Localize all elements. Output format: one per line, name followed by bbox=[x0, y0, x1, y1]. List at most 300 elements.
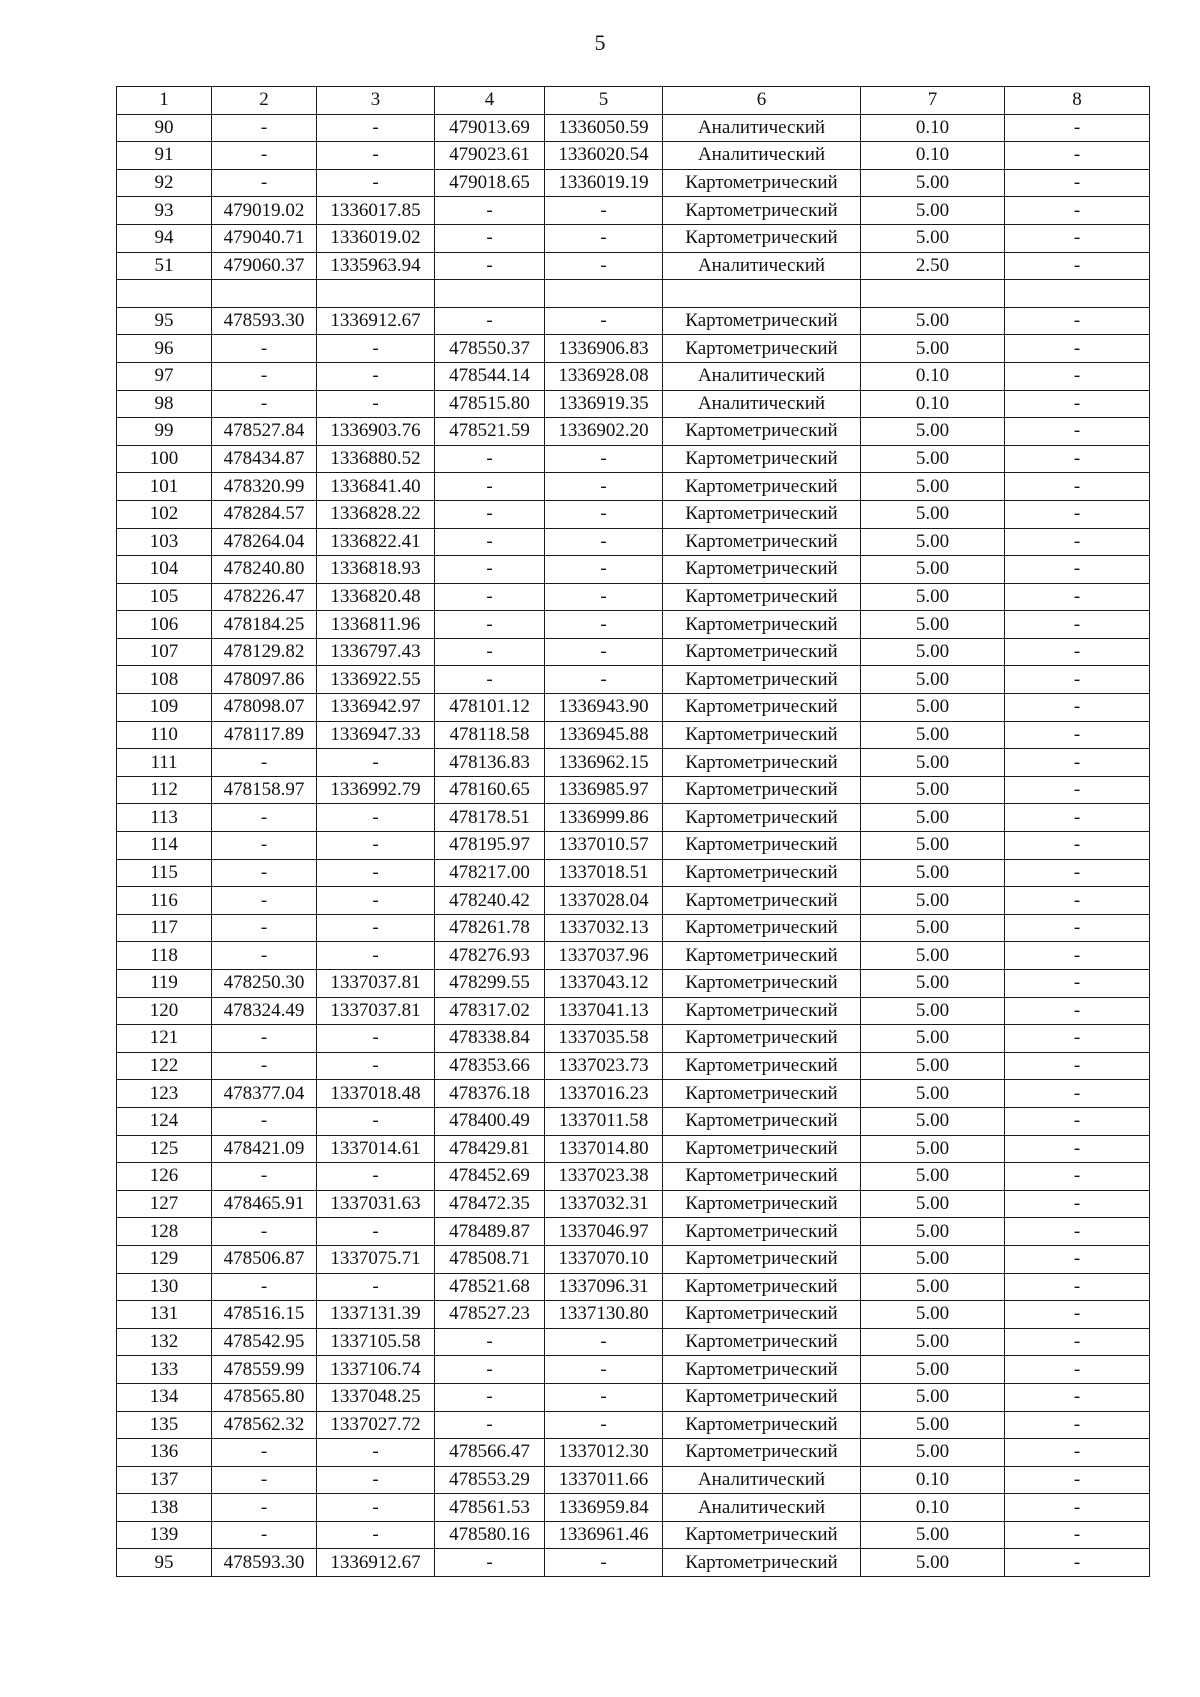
table-cell: 123 bbox=[117, 1080, 212, 1108]
table-cell: - bbox=[435, 528, 545, 556]
table-cell: - bbox=[212, 1466, 317, 1494]
table-cell: - bbox=[545, 307, 663, 335]
table-row bbox=[117, 721, 1150, 749]
table-cell: Картометрический bbox=[663, 1549, 861, 1577]
table-cell: - bbox=[212, 335, 317, 363]
table-cell: 1337032.13 bbox=[545, 914, 663, 942]
table-cell: - bbox=[1005, 749, 1150, 777]
table-cell: Картометрический bbox=[663, 997, 861, 1025]
table-row bbox=[117, 887, 1150, 915]
table-cell: Картометрический bbox=[663, 970, 861, 998]
table-cell: 5.00 bbox=[861, 1107, 1005, 1135]
table-cell: 1336992.79 bbox=[317, 776, 435, 804]
table-cell: 116 bbox=[117, 887, 212, 915]
table-cell: - bbox=[317, 1273, 435, 1301]
table-cell: - bbox=[1005, 666, 1150, 694]
table-cell: 1336050.59 bbox=[545, 114, 663, 142]
table-cell: Картометрический bbox=[663, 776, 861, 804]
table-cell: 1337041.13 bbox=[545, 997, 663, 1025]
table-cell: 1336922.55 bbox=[317, 666, 435, 694]
table-cell: - bbox=[1005, 1163, 1150, 1191]
table-cell: 1337014.61 bbox=[317, 1135, 435, 1163]
table-cell: 125 bbox=[117, 1135, 212, 1163]
table-cell: - bbox=[435, 638, 545, 666]
table-cell: 1337105.58 bbox=[317, 1328, 435, 1356]
table-cell: - bbox=[212, 1107, 317, 1135]
table-cell: 5.00 bbox=[861, 1273, 1005, 1301]
table-cell: Картометрический bbox=[663, 500, 861, 528]
table-cell: 478452.69 bbox=[435, 1163, 545, 1191]
table-cell: - bbox=[545, 1549, 663, 1577]
table-cell: - bbox=[1005, 114, 1150, 142]
table-cell: 478566.47 bbox=[435, 1439, 545, 1467]
table-cell: 5.00 bbox=[861, 1190, 1005, 1218]
column-header: 6 bbox=[663, 87, 861, 115]
table-cell: Картометрический bbox=[663, 224, 861, 252]
table-cell: 478521.68 bbox=[435, 1273, 545, 1301]
table-cell: 96 bbox=[117, 335, 212, 363]
table-cell: 119 bbox=[117, 970, 212, 998]
table-cell: 478472.35 bbox=[435, 1190, 545, 1218]
table-row bbox=[117, 1383, 1150, 1411]
table-cell: 478400.49 bbox=[435, 1107, 545, 1135]
table-cell: - bbox=[545, 528, 663, 556]
table-cell: 5.00 bbox=[861, 335, 1005, 363]
table-cell: 479019.02 bbox=[212, 197, 317, 225]
table-cell: 0.10 bbox=[861, 114, 1005, 142]
table-cell: 478129.82 bbox=[212, 638, 317, 666]
table-cell: - bbox=[317, 1107, 435, 1135]
table-cell: 1336902.20 bbox=[545, 418, 663, 446]
table-cell: 478184.25 bbox=[212, 611, 317, 639]
table-cell bbox=[545, 280, 663, 308]
table-row bbox=[117, 114, 1150, 142]
table-cell: 478101.12 bbox=[435, 694, 545, 722]
table-cell: - bbox=[212, 142, 317, 170]
table-cell: 1337012.30 bbox=[545, 1439, 663, 1467]
page-number: 5 bbox=[594, 30, 606, 55]
table-cell: 478489.87 bbox=[435, 1218, 545, 1246]
table-row bbox=[117, 583, 1150, 611]
table-cell: 5.00 bbox=[861, 914, 1005, 942]
table-cell: 1336947.33 bbox=[317, 721, 435, 749]
table-cell: 137 bbox=[117, 1466, 212, 1494]
table-cell: Картометрический bbox=[663, 335, 861, 363]
table-cell: 5.00 bbox=[861, 859, 1005, 887]
table-cell: 479013.69 bbox=[435, 114, 545, 142]
table-cell: - bbox=[1005, 970, 1150, 998]
table-cell: - bbox=[435, 445, 545, 473]
table-cell: 138 bbox=[117, 1494, 212, 1522]
table-cell: 5.00 bbox=[861, 224, 1005, 252]
table-cell: 1337010.57 bbox=[545, 832, 663, 860]
table-cell: 478284.57 bbox=[212, 500, 317, 528]
table-cell: - bbox=[317, 914, 435, 942]
table-cell: Картометрический bbox=[663, 749, 861, 777]
table-cell: 478516.15 bbox=[212, 1301, 317, 1329]
table-cell: 1336019.02 bbox=[317, 224, 435, 252]
table-cell: 1335963.94 bbox=[317, 252, 435, 280]
table-cell: 478376.18 bbox=[435, 1080, 545, 1108]
table-cell: 113 bbox=[117, 804, 212, 832]
table-cell: 1337018.51 bbox=[545, 859, 663, 887]
table-cell: - bbox=[1005, 1411, 1150, 1439]
table-cell: - bbox=[212, 749, 317, 777]
table-cell: 127 bbox=[117, 1190, 212, 1218]
table-cell: 5.00 bbox=[861, 1218, 1005, 1246]
table-cell: 478217.00 bbox=[435, 859, 545, 887]
table-cell: - bbox=[1005, 197, 1150, 225]
table-cell: 478434.87 bbox=[212, 445, 317, 473]
table-cell: 1336822.41 bbox=[317, 528, 435, 556]
table-cell: Картометрический bbox=[663, 1383, 861, 1411]
table-cell: 1336962.15 bbox=[545, 749, 663, 777]
table-cell: 120 bbox=[117, 997, 212, 1025]
table-cell: - bbox=[212, 1273, 317, 1301]
table-cell: - bbox=[1005, 445, 1150, 473]
table-cell: 105 bbox=[117, 583, 212, 611]
table-cell: 1337014.80 bbox=[545, 1135, 663, 1163]
table-cell: Картометрический bbox=[663, 721, 861, 749]
table-cell: 94 bbox=[117, 224, 212, 252]
table-row bbox=[117, 1411, 1150, 1439]
table-cell: 478593.30 bbox=[212, 307, 317, 335]
table-cell: 5.00 bbox=[861, 1025, 1005, 1053]
table-cell: - bbox=[1005, 528, 1150, 556]
table-cell: 5.00 bbox=[861, 638, 1005, 666]
table-cell: 130 bbox=[117, 1273, 212, 1301]
table-row bbox=[117, 638, 1150, 666]
table-cell: 478553.29 bbox=[435, 1466, 545, 1494]
table-cell: 5.00 bbox=[861, 583, 1005, 611]
table-cell: - bbox=[1005, 307, 1150, 335]
table-cell: 1336818.93 bbox=[317, 556, 435, 584]
table-cell: - bbox=[1005, 1025, 1150, 1053]
table-cell: Картометрический bbox=[663, 1411, 861, 1439]
table-row bbox=[117, 1163, 1150, 1191]
table-cell: - bbox=[317, 1439, 435, 1467]
table-cell: 107 bbox=[117, 638, 212, 666]
table-cell: - bbox=[1005, 997, 1150, 1025]
table-cell: - bbox=[435, 473, 545, 501]
table-cell: - bbox=[1005, 1466, 1150, 1494]
column-header: 4 bbox=[435, 87, 545, 115]
table-row bbox=[117, 1439, 1150, 1467]
table-cell: 5.00 bbox=[861, 307, 1005, 335]
table-cell: - bbox=[435, 1383, 545, 1411]
table-cell: - bbox=[545, 500, 663, 528]
table-cell: - bbox=[317, 887, 435, 915]
table-row bbox=[117, 1301, 1150, 1329]
table-cell: - bbox=[545, 224, 663, 252]
table-cell: 478160.65 bbox=[435, 776, 545, 804]
table-cell: - bbox=[1005, 252, 1150, 280]
table-cell: 93 bbox=[117, 197, 212, 225]
table-row bbox=[117, 500, 1150, 528]
table-cell: 478098.07 bbox=[212, 694, 317, 722]
table-cell: 1337011.58 bbox=[545, 1107, 663, 1135]
table-cell: - bbox=[317, 1494, 435, 1522]
table-cell: Картометрический bbox=[663, 1107, 861, 1135]
table-cell bbox=[1005, 280, 1150, 308]
table-cell: 98 bbox=[117, 390, 212, 418]
table-cell: - bbox=[317, 335, 435, 363]
table-cell: Картометрический bbox=[663, 307, 861, 335]
table-cell: Картометрический bbox=[663, 914, 861, 942]
table-cell: 1337096.31 bbox=[545, 1273, 663, 1301]
table-cell: 1337037.96 bbox=[545, 942, 663, 970]
table-cell: 478527.23 bbox=[435, 1301, 545, 1329]
table-cell: Картометрический bbox=[663, 611, 861, 639]
table-cell: - bbox=[435, 1411, 545, 1439]
table-cell: 0.10 bbox=[861, 1466, 1005, 1494]
table-cell: 479060.37 bbox=[212, 252, 317, 280]
table-cell: 478580.16 bbox=[435, 1521, 545, 1549]
table-cell: 51 bbox=[117, 252, 212, 280]
table-cell: Картометрический bbox=[663, 638, 861, 666]
table-cell: 478521.59 bbox=[435, 418, 545, 446]
table-cell: 5.00 bbox=[861, 473, 1005, 501]
column-header: 7 bbox=[861, 87, 1005, 115]
table-cell: - bbox=[1005, 721, 1150, 749]
table-cell: 1337018.48 bbox=[317, 1080, 435, 1108]
table-cell: - bbox=[1005, 169, 1150, 197]
table-row bbox=[117, 1080, 1150, 1108]
table-cell: 112 bbox=[117, 776, 212, 804]
table-cell: - bbox=[212, 169, 317, 197]
table-row bbox=[117, 804, 1150, 832]
table-cell: Аналитический bbox=[663, 252, 861, 280]
table-header-row bbox=[117, 87, 1150, 115]
table-cell: - bbox=[212, 804, 317, 832]
table-cell: 1337027.72 bbox=[317, 1411, 435, 1439]
table-cell: - bbox=[1005, 142, 1150, 170]
table-cell: 478429.81 bbox=[435, 1135, 545, 1163]
table-cell: 1336811.96 bbox=[317, 611, 435, 639]
table-cell: - bbox=[212, 914, 317, 942]
table-row bbox=[117, 914, 1150, 942]
table-cell: Картометрический bbox=[663, 694, 861, 722]
table-cell: 5.00 bbox=[861, 528, 1005, 556]
table-cell: 1336928.08 bbox=[545, 362, 663, 390]
table-cell: 133 bbox=[117, 1356, 212, 1384]
table-cell: 478250.30 bbox=[212, 970, 317, 998]
table-cell: - bbox=[545, 638, 663, 666]
coordinates-table bbox=[116, 86, 1150, 1577]
table-cell: 478117.89 bbox=[212, 721, 317, 749]
table-cell: 1336841.40 bbox=[317, 473, 435, 501]
table-cell: - bbox=[212, 390, 317, 418]
table-cell: Картометрический bbox=[663, 556, 861, 584]
table-cell: 110 bbox=[117, 721, 212, 749]
table-row bbox=[117, 1494, 1150, 1522]
table-cell: - bbox=[435, 556, 545, 584]
table-cell: 97 bbox=[117, 362, 212, 390]
table-cell: 126 bbox=[117, 1163, 212, 1191]
table-cell: - bbox=[1005, 1080, 1150, 1108]
table-row bbox=[117, 556, 1150, 584]
table-row bbox=[117, 1245, 1150, 1273]
table-cell: Картометрический bbox=[663, 1521, 861, 1549]
table-cell: 5.00 bbox=[861, 556, 1005, 584]
table-cell: 478559.99 bbox=[212, 1356, 317, 1384]
table-cell: 1337011.66 bbox=[545, 1466, 663, 1494]
table-cell: - bbox=[317, 859, 435, 887]
table-cell: 5.00 bbox=[861, 666, 1005, 694]
table-cell: 1336961.46 bbox=[545, 1521, 663, 1549]
table-cell: 5.00 bbox=[861, 749, 1005, 777]
table-cell: - bbox=[545, 473, 663, 501]
table-row bbox=[117, 694, 1150, 722]
table-cell bbox=[435, 280, 545, 308]
table-cell: 122 bbox=[117, 1052, 212, 1080]
table-cell: 478338.84 bbox=[435, 1025, 545, 1053]
table-cell: 5.00 bbox=[861, 1521, 1005, 1549]
table-cell: - bbox=[1005, 694, 1150, 722]
table-cell: 478195.97 bbox=[435, 832, 545, 860]
table-cell bbox=[663, 280, 861, 308]
table-cell: - bbox=[1005, 224, 1150, 252]
table-row bbox=[117, 749, 1150, 777]
table-cell: 95 bbox=[117, 307, 212, 335]
table-cell: - bbox=[317, 1025, 435, 1053]
table-cell: 1337048.25 bbox=[317, 1383, 435, 1411]
table-cell: 5.00 bbox=[861, 445, 1005, 473]
table-cell: 1337037.81 bbox=[317, 997, 435, 1025]
table-cell: - bbox=[1005, 1190, 1150, 1218]
table-cell: - bbox=[1005, 556, 1150, 584]
table-cell: 5.00 bbox=[861, 887, 1005, 915]
table-cell: 2.50 bbox=[861, 252, 1005, 280]
table-cell: 5.00 bbox=[861, 1080, 1005, 1108]
table-cell: - bbox=[317, 1218, 435, 1246]
table-cell: 478561.53 bbox=[435, 1494, 545, 1522]
table-cell: 5.00 bbox=[861, 197, 1005, 225]
table-cell: Аналитический bbox=[663, 390, 861, 418]
table-cell: 478136.83 bbox=[435, 749, 545, 777]
table-cell: Картометрический bbox=[663, 1080, 861, 1108]
table-cell: 478264.04 bbox=[212, 528, 317, 556]
table-cell bbox=[117, 280, 212, 308]
table-cell: - bbox=[212, 1521, 317, 1549]
table-row bbox=[117, 1107, 1150, 1135]
table-cell: 5.00 bbox=[861, 997, 1005, 1025]
table-cell: 103 bbox=[117, 528, 212, 556]
table-cell: - bbox=[1005, 1052, 1150, 1080]
table-cell: 1336959.84 bbox=[545, 1494, 663, 1522]
table-cell: 131 bbox=[117, 1301, 212, 1329]
table-cell: 5.00 bbox=[861, 1549, 1005, 1577]
table-cell: - bbox=[317, 362, 435, 390]
table-cell: 1337023.38 bbox=[545, 1163, 663, 1191]
column-header: 8 bbox=[1005, 87, 1150, 115]
table-cell: Картометрический bbox=[663, 1190, 861, 1218]
table-cell: 1336945.88 bbox=[545, 721, 663, 749]
table-cell: - bbox=[1005, 832, 1150, 860]
table-cell: 478465.91 bbox=[212, 1190, 317, 1218]
table-cell: 478118.58 bbox=[435, 721, 545, 749]
table-cell: - bbox=[545, 583, 663, 611]
table-cell: - bbox=[317, 1163, 435, 1191]
table-cell: 5.00 bbox=[861, 1163, 1005, 1191]
table-cell: 1337032.31 bbox=[545, 1190, 663, 1218]
table-cell: 1337028.04 bbox=[545, 887, 663, 915]
table-cell: Картометрический bbox=[663, 887, 861, 915]
table-cell: Картометрический bbox=[663, 832, 861, 860]
table-cell: 478299.55 bbox=[435, 970, 545, 998]
table-cell: - bbox=[1005, 942, 1150, 970]
table-cell: Картометрический bbox=[663, 528, 861, 556]
table-cell: - bbox=[317, 390, 435, 418]
table-cell: Картометрический bbox=[663, 418, 861, 446]
table-cell: 92 bbox=[117, 169, 212, 197]
table-cell: - bbox=[435, 1549, 545, 1577]
table-cell: 102 bbox=[117, 500, 212, 528]
table-cell: 5.00 bbox=[861, 1439, 1005, 1467]
table-cell: - bbox=[1005, 390, 1150, 418]
table-cell: 478320.99 bbox=[212, 473, 317, 501]
table-cell: - bbox=[212, 887, 317, 915]
table-cell: 478353.66 bbox=[435, 1052, 545, 1080]
table-cell: 5.00 bbox=[861, 1356, 1005, 1384]
table-cell: 5.00 bbox=[861, 1301, 1005, 1329]
table-row bbox=[117, 224, 1150, 252]
table-cell: 1336943.90 bbox=[545, 694, 663, 722]
table-row bbox=[117, 1328, 1150, 1356]
table-row bbox=[117, 390, 1150, 418]
table-cell: - bbox=[1005, 1245, 1150, 1273]
table-cell: - bbox=[212, 362, 317, 390]
table-cell: 0.10 bbox=[861, 142, 1005, 170]
table-cell: - bbox=[212, 1494, 317, 1522]
table-cell: - bbox=[435, 1356, 545, 1384]
table-row bbox=[117, 970, 1150, 998]
table-cell: 5.00 bbox=[861, 1135, 1005, 1163]
table-cell: 5.00 bbox=[861, 500, 1005, 528]
table-row bbox=[117, 280, 1150, 308]
table-cell: 1336912.67 bbox=[317, 307, 435, 335]
table-cell: Картометрический bbox=[663, 666, 861, 694]
table-cell: Картометрический bbox=[663, 169, 861, 197]
table-cell: - bbox=[1005, 1549, 1150, 1577]
table-cell: Картометрический bbox=[663, 1356, 861, 1384]
table-row bbox=[117, 307, 1150, 335]
table-row bbox=[117, 1190, 1150, 1218]
table-cell: 5.00 bbox=[861, 1245, 1005, 1273]
table-cell: - bbox=[1005, 1107, 1150, 1135]
table-cell: 118 bbox=[117, 942, 212, 970]
table-cell: - bbox=[1005, 362, 1150, 390]
table-cell: - bbox=[317, 1466, 435, 1494]
table-row bbox=[117, 142, 1150, 170]
table-cell: 134 bbox=[117, 1383, 212, 1411]
table-cell: 1336019.19 bbox=[545, 169, 663, 197]
table-cell: - bbox=[317, 142, 435, 170]
table-cell: Картометрический bbox=[663, 1025, 861, 1053]
table-row bbox=[117, 197, 1150, 225]
table-cell: 5.00 bbox=[861, 169, 1005, 197]
table-cell: 5.00 bbox=[861, 1411, 1005, 1439]
table-cell: - bbox=[1005, 1494, 1150, 1522]
table-cell: 132 bbox=[117, 1328, 212, 1356]
table-cell: 5.00 bbox=[861, 804, 1005, 832]
table-cell: - bbox=[212, 1163, 317, 1191]
table-cell: - bbox=[1005, 1328, 1150, 1356]
table-row bbox=[117, 252, 1150, 280]
table-row bbox=[117, 666, 1150, 694]
table-cell: Картометрический bbox=[663, 473, 861, 501]
table-cell bbox=[317, 280, 435, 308]
